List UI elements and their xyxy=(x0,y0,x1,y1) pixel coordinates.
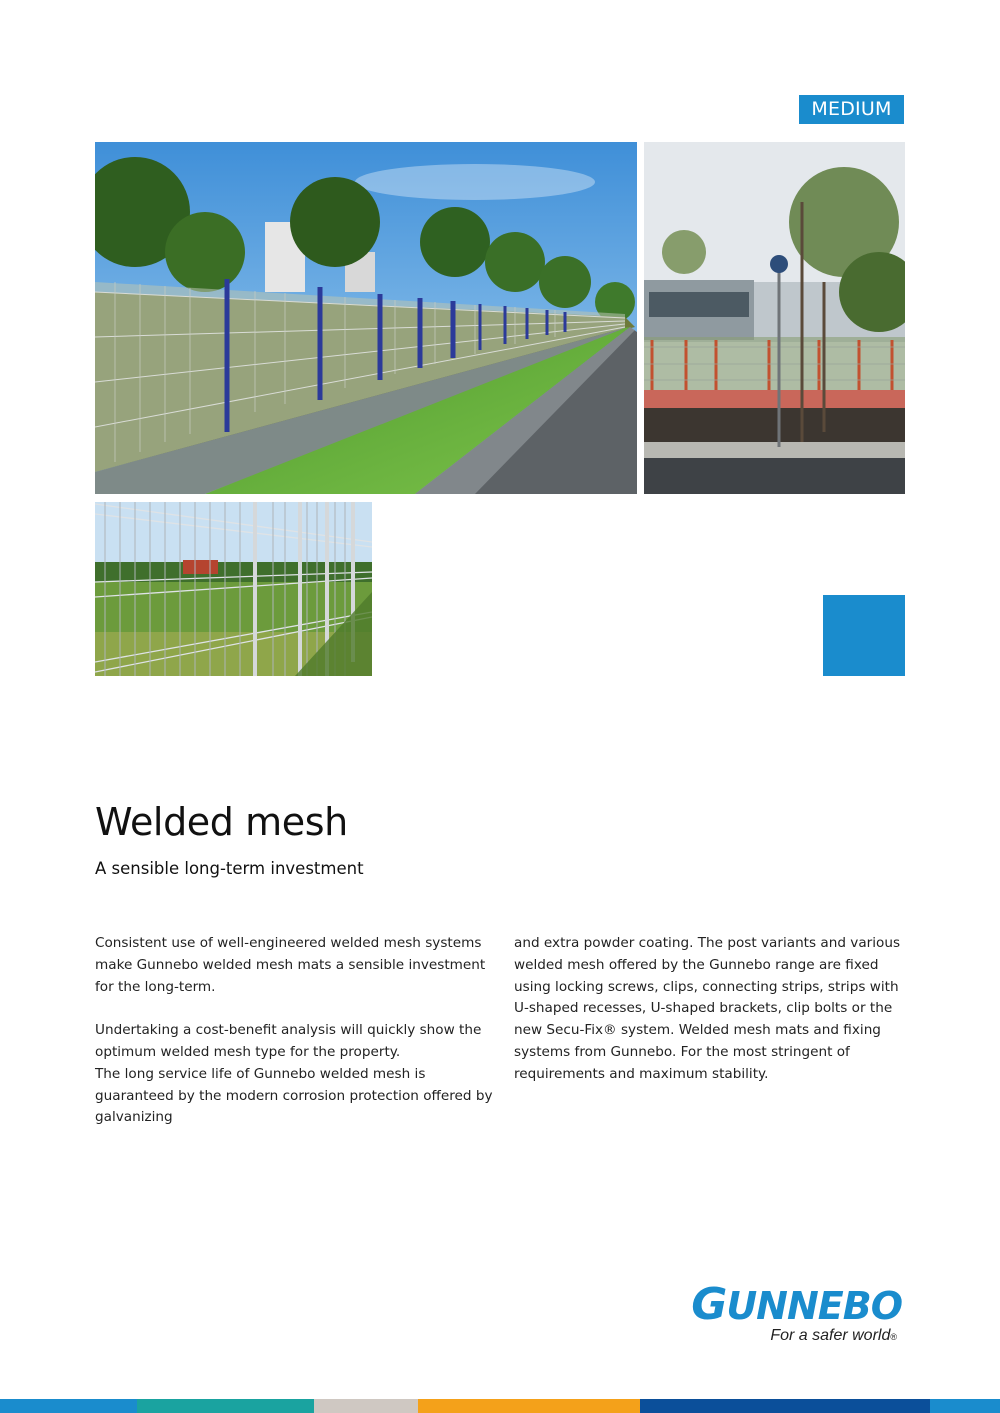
color-bar-segment xyxy=(930,1399,1000,1413)
fence-road-photo xyxy=(95,142,637,494)
body-paragraph: The long service life of Gunnebo welded mesh is guaranteed by the modern corrosion protection offered by galvanizing xyxy=(95,1065,493,1126)
body-paragraph: Consistent use of well-engineered welded mesh systems make Gunnebo welded mesh mats a sensible investment for the long-term. xyxy=(95,935,486,995)
body-column-right xyxy=(514,933,914,1086)
page-subtitle: A sensible long-term investment xyxy=(95,859,364,878)
body-paragraph: Undertaking a cost-benefit analysis will quickly show the optimum welded mesh type for the property. xyxy=(95,1022,482,1060)
body-paragraph: and extra powder coating. The post variants and various welded mesh offered by the Gunnebo range are fixed using locking screws, clips, connecting strips, strips with U-shaped recesses, U-shaped brackets, clip bolts or the new Secu-Fix® system. Welded mesh mats and fixing systems from Gunnebo. For the most stringent of requirements and maximum stability. xyxy=(514,935,901,1082)
fence-building-photo xyxy=(644,142,905,494)
logo-tagline: For a safer world® xyxy=(770,1327,897,1344)
gunnebo-logo xyxy=(680,1279,905,1348)
accent-square xyxy=(823,595,905,676)
color-bar-segment xyxy=(0,1399,137,1413)
body-column-left xyxy=(95,933,495,1129)
fence-field-photo xyxy=(95,502,372,676)
logo-wordmark: GUNNEBO xyxy=(691,1279,902,1330)
color-bar-segment xyxy=(418,1399,640,1413)
page-title: Welded mesh xyxy=(95,800,348,844)
color-bar-segment xyxy=(640,1399,930,1413)
color-bar xyxy=(0,1399,1000,1413)
color-bar-segment xyxy=(137,1399,314,1413)
color-bar-segment xyxy=(314,1399,418,1413)
category-badge: MEDIUM xyxy=(799,95,904,124)
